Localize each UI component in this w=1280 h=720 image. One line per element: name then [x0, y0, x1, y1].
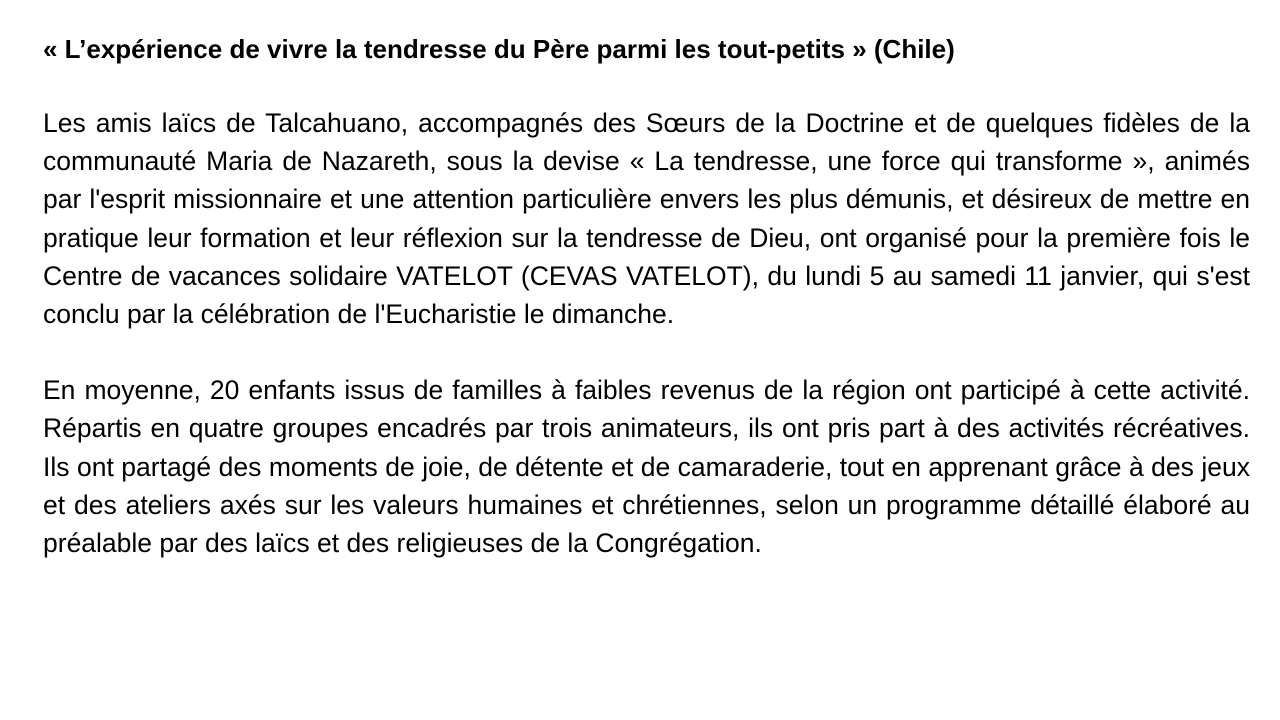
- paragraph-participation: En moyenne, 20 enfants issus de familles à faibles revenus de la région ont participé à cette activité. Répartis en quatre groupes encadrés par trois animateurs, ils ont pris part à des activités récréatives. Ils ont partagé des moments de joie, de détente et de camaraderie, tout en apprenant grâce à des jeux et des ateliers axés sur les valeurs humaines et chrétiennes, selon un programme détaillé élaboré au préalable par des laïcs et des religieuses de la Congrégation.: [43, 375, 1250, 559]
- document-title: « L’expérience de vivre la tendresse du Père parmi les tout-petits » (Chile): [43, 34, 955, 64]
- paragraph-intro: Les amis laïcs de Talcahuano, accompagnés des Sœurs de la Doctrine et de quelques fidèles de la communauté Maria de Nazareth, sous la devise « La tendresse, une force qui transforme », animés par l'esprit missionnaire et une attention particulière envers les plus démunis, et désireux de mettre en pratique leur formation et leur réflexion sur la tendresse de Dieu, ont organisé pour la première fois le Centre de vacances solidaire VATELOT (CEVAS VATELOT), du lundi 5 au samedi 11 janvier, qui s'est conclu par la célébration de l'Eucharistie le dimanche.: [43, 108, 1250, 330]
- document-body: [43, 31, 1250, 562]
